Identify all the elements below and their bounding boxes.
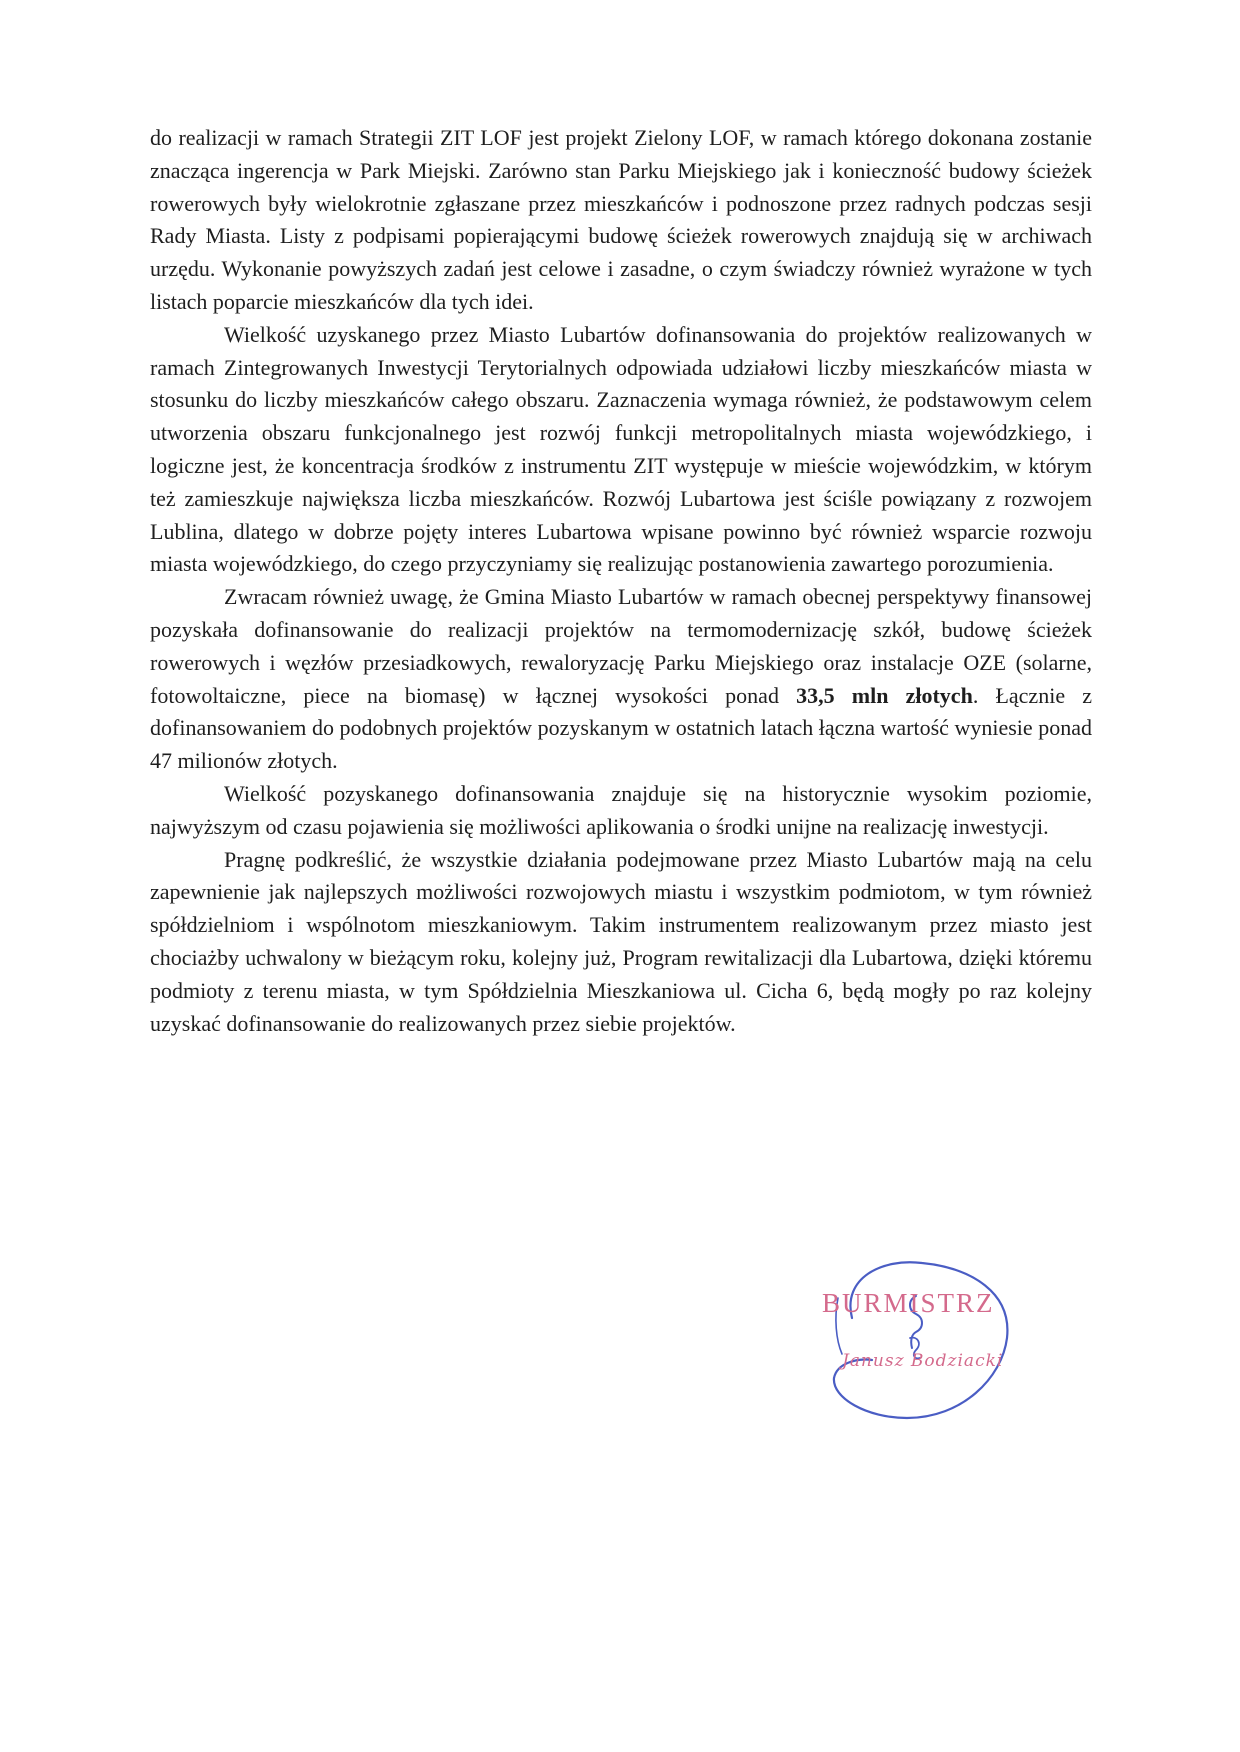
mayor-stamp <box>812 1258 1022 1428</box>
paragraph-text-after: . Łącznie z dofinansowaniem do podobnych projektów pozyskanym w ostatnich latach łączna wartość wyniesie ponad 47 milionów złotych. <box>150 682 1092 774</box>
paragraph-historyczny-poziom: Wielkość pozyskanego dofinansowania znajduje się na historycznie wysokim poziomie, najwyższym od czasu pojawienia się możliwości aplikowania o środki unijne na realizację inwestycji. <box>150 780 1092 839</box>
paragraph-dofinansowanie-zit: Wielkość uzyskanego przez Miasto Lubartów dofinansowania do projektów realizowanych w ramach Zintegrowanych Inwestycji Terytorialnych odpowiada udziałowi liczby mieszkańców miasta w stosunku do liczby mieszkańców całego obszaru. Zaznaczenia wymaga również, że podstawowym celem utworzenia obszaru funkcjonalnego jest rozwój funkcji metropolitalnych miasta wojewódzkiego, i logiczne jest, że koncentracja środków z instrumentu ZIT występuje w mieście wojewódzkim, w którym też zamieszkuje największa liczba mieszkańców. Rozwój Lubartowa jest ściśle powiązany z rozwojem Lublina, dlatego w dobrze pojęty interes Lubartowa wpisane powinno być również wsparcie rozwoju miasta wojewódzkiego, do czego przyczyniamy się realizując postanowienia zawartego porozumienia. <box>150 321 1092 577</box>
stamp-title: BURMISTRZ <box>822 1288 995 1318</box>
highlighted-amount: 33,5 mln złotych <box>796 682 973 708</box>
paragraph-pozyskane-srodki <box>150 581 1092 778</box>
stamp-name: Janusz Bodziacki <box>842 1351 1004 1371</box>
paragraph-zielony-lof: do realizacji w ramach Strategii ZIT LOF jest projekt Zielony LOF, w ramach którego dokonana zostanie znacząca ingerencja w Park Miejski. Zarówno stan Parku Miejskiego jak i konieczność budowy ścieżek rowerowych były wielokrotnie zgłaszane przez mieszkańców i podnoszone przez radnych podczas sesji Rady Miasta. Listy z podpisami popierającymi budowę ścieżek rowerowych znajdują się w archiwach urzędu. Wykonanie powyższych zadań jest celowe i zasadne, o czym świadczy również wyrażone w tych listach poparcie mieszkańców dla tych idei. <box>150 125 1092 314</box>
signature-icon <box>812 1258 1022 1428</box>
letter-body <box>150 122 1092 1040</box>
paragraph-text-before: Zwracam również uwagę, że Gmina Miasto Lubartów w ramach obecnej perspektywy finansowej pozyskała dofinansowanie do realizacji projektów na termomodernizację szkół, budowę ścieżek rowerowych i węzłów przesiadkowych, rewaloryzację Parku Miejskiego oraz instalacje OZE (solarne, fotowoltaiczne, piece na biomasę) w łącznej wysokości ponad <box>150 584 1092 708</box>
paragraph-program-rewitalizacji: Pragnę podkreślić, że wszystkie działania podejmowane przez Miasto Lubartów mają na celu zapewnienie jak najlepszych możliwości rozwojowych miastu i wszystkim podmiotom, w tym również spółdzielniom i wspólnotom mieszkaniowym. Takim instrumentem realizowanym przez miasto jest chociażby uchwalony w bieżącym roku, kolejny już, Program rewitalizacji dla Lubartowa, dzięki któremu podmioty z terenu miasta, w tym Spółdzielnia Mieszkaniowa ul. Cicha 6, będą mogły po raz kolejny uzyskać dofinansowanie do realizowanych przez siebie projektów. <box>150 846 1092 1036</box>
